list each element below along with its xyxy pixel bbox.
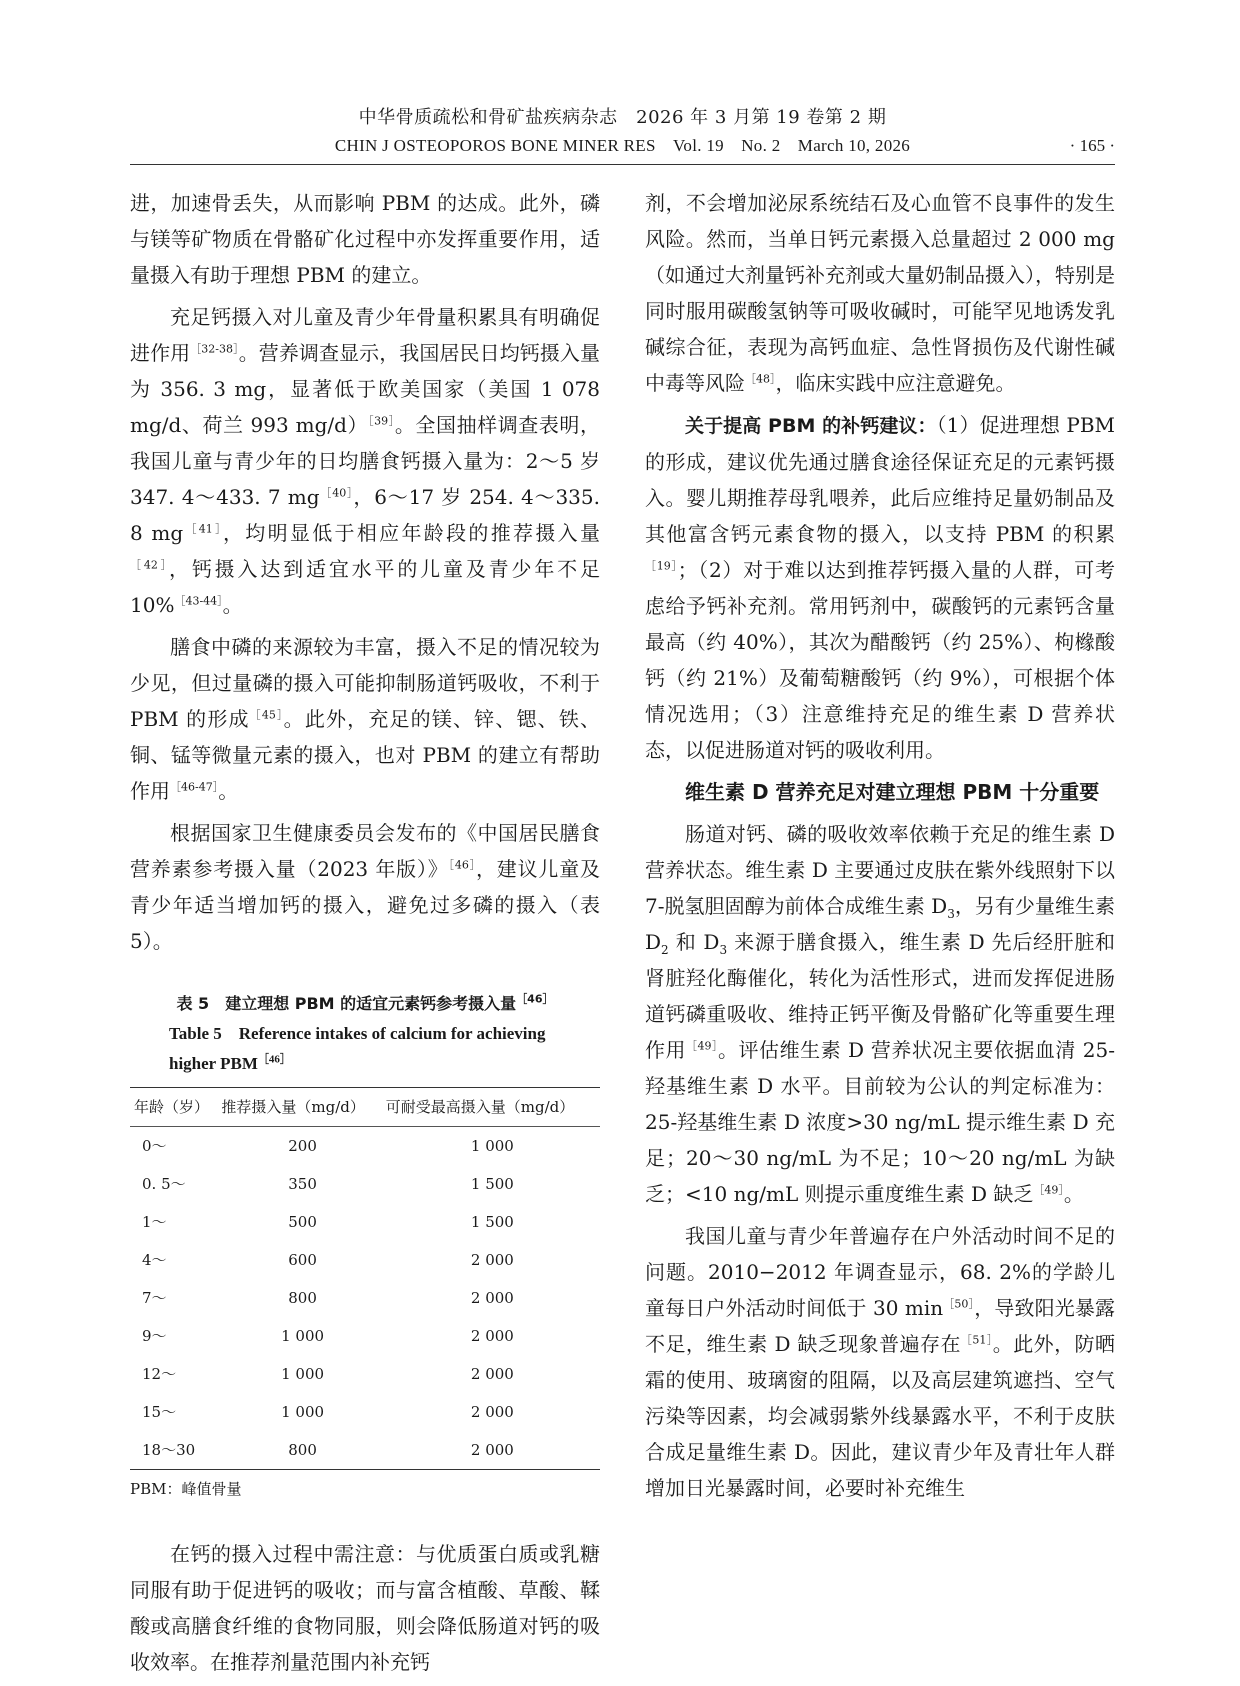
calcium-intake-table (130, 1087, 600, 1470)
table-cell: 18～30 (130, 1431, 220, 1470)
text: ，导致阳光暴露不足，维生素 D 缺乏现象普遍存在 (645, 1296, 1116, 1356)
table-cell: 9～ (142, 1327, 167, 1345)
table-cell: 2 000 (470, 1289, 514, 1307)
table-cell: 12～ (142, 1365, 177, 1383)
table-row (130, 1241, 600, 1279)
paragraph (130, 299, 600, 623)
text: 表 5 建立理想 PBM 的适宜元素钙参考摄入量 (176, 994, 517, 1013)
text: 。评估维生素 D 营养状况主要依据血清 25-羟基维生素 D 水平。目前较为公认的判定标准为：25-羟基维生素 D 浓度>30 ng/mL 提示维生素 D 充足；20～30 ng/mL 为不足；10～20 ng/mL 为缺乏；<10 ng/mL 则提示重度维生素 D 缺乏 (645, 1038, 1115, 1206)
paragraph (645, 185, 1115, 401)
citation: ［41］ (183, 522, 223, 536)
text: 。营养调查显示，我国居民日均钙摄入量为 356. 3 mg，显著低于欧美国家（美国 1 078 mg/d、荷兰 993 mg/d） (130, 341, 601, 437)
citation: ［42］ (130, 558, 169, 572)
citation: ［51］ (960, 1333, 993, 1347)
paragraph (130, 185, 600, 293)
table-footnote: PBM：峰值骨量 (130, 1480, 242, 1498)
paragraph (645, 816, 1115, 1212)
table-caption (130, 989, 600, 1079)
text: 我国儿童与青少年普遍存在户外活动时间不足的问题。2010−2012 年调查显示，68. 2%的学龄儿童每日户外活动时间低于 30 min (645, 1224, 1115, 1320)
table-cell: 1 000 (281, 1403, 325, 1421)
text: ，临床实践中应注意避免。 (775, 371, 1016, 395)
table-row (130, 1165, 600, 1203)
subscript: 2 (661, 943, 669, 957)
citation: ［19］ (645, 559, 678, 573)
table-cell: 0～ (142, 1137, 167, 1155)
text: Table 5 Reference intakes of calcium for achieving higher PBM (169, 1024, 546, 1073)
table-cell: 800 (288, 1289, 317, 1307)
citation: ［49］ (1033, 1183, 1064, 1197)
table-row (130, 1431, 600, 1470)
table-cell: 500 (288, 1213, 317, 1231)
table-cell: 1～ (142, 1213, 167, 1231)
citation: ［50］ (943, 1297, 975, 1311)
text: ，6～17 岁 254. 4～335. 8 mg (130, 485, 600, 545)
journal-header (130, 104, 1115, 160)
citation: ［39］ (368, 414, 395, 428)
paragraph (130, 629, 600, 809)
paragraph (130, 1536, 600, 1680)
table-cell: 200 (288, 1137, 317, 1155)
citation: ［43-44］ (174, 594, 223, 608)
text: 进，加速骨丢失，从而影响 PBM 的达成。此外，磷与镁等矿物质在骨骼矿化过程中亦发挥重要作用，适量摄入有助于理想 PBM 的建立。 (130, 191, 600, 287)
table-row (130, 1355, 600, 1393)
table-cell: 7～ (142, 1289, 167, 1307)
citation: ［46-47］ (170, 780, 219, 794)
table-row (130, 1279, 600, 1317)
table-header-row (130, 1088, 600, 1127)
text: 和 D (668, 930, 720, 954)
text: 。 (218, 779, 239, 803)
journal-title-cn: 中华骨质疏松和骨矿盐疾病杂志 2026 年 3 月第 19 卷第 2 期 (358, 107, 887, 128)
table-caption-en (141, 1019, 589, 1079)
column-header: 年龄（岁） (130, 1088, 220, 1127)
text: 剂，不会增加泌尿系统结石及心血管不良事件的发生风险。然而，当单日钙元素摄入总量超过 2 000 mg（如通过大剂量钙补充剂或大量奶制品摄入），特别是同时服用碳酸氢钠等可吸收碱时，可能罕见地诱发乳碱综合征，表现为高钙血症、急性肾损伤及代谢性碱中毒等风险 (645, 191, 1115, 395)
citation: ［46］ (257, 1053, 291, 1066)
text: 在钙的摄入过程中需注意：与优质蛋白质或乳糖同服有助于促进钙的吸收；而与富含植酸、草酸、鞣酸或高膳食纤维的食物同服，则会降低肠道对钙的吸收效率。在推荐剂量范围内补充钙 (130, 1542, 600, 1674)
citation: ［46］ (516, 992, 554, 1006)
text: 根据国家卫生健康委员会发布的《中国居民膳食营养素参考摄入量（2023 年版）》 (130, 821, 600, 881)
table-cell: 600 (288, 1251, 317, 1269)
table-caption-cn (130, 989, 600, 1019)
column-header: 推荐摄入量（mg/d） (220, 1088, 384, 1127)
text: ，另有少量维生素 D (645, 894, 1116, 954)
citation: ［48］ (745, 372, 776, 386)
table-cell: 2 000 (470, 1327, 514, 1345)
text: ，均明显低于相应年龄段的推荐摄入量 (222, 521, 600, 545)
citation: ［32-38］ (190, 342, 239, 356)
page-number: · 165 · (1069, 136, 1115, 155)
table-cell: 2 000 (470, 1403, 514, 1421)
citation: ［46］ (448, 858, 476, 872)
text: ，钙摄入达到适宜水平的儿童及青少年不足 10% (130, 557, 600, 617)
subscript: 3 (719, 943, 728, 957)
text: 。全国抽样调查表明，我国儿童与青少年的日均膳食钙摄入量为：2～5 岁 347. 4～433. 7 mg (130, 413, 601, 509)
table-cell: 1 000 (281, 1365, 325, 1383)
text: ；（2）对于难以达到推荐钙摄入量的人群，可考虑给予钙补充剂。常用钙剂中，碳酸钙的元素钙含量最高（约 40%），其次为醋酸钙（约 25%）、枸橼酸钙（约 21%）及葡萄糖酸钙（约 9%），可根据个体情况选用；（3）注意维持充足的维生素 D 营养状态，以促进肠道对钙的吸收利用。 (645, 558, 1115, 762)
citation: ［40］ (319, 486, 354, 500)
table-cell: 2 000 (385, 1431, 600, 1470)
table-cell: 1 000 (470, 1137, 514, 1155)
left-column (130, 185, 600, 1686)
subscript: 3 (947, 907, 955, 921)
paragraph (130, 815, 600, 959)
table-cell: 1 500 (470, 1175, 514, 1193)
header-rule (130, 164, 1115, 165)
text: 。此外，充足的镁、锌、锶、铁、铜、锰等微量元素的摄入，也对 PBM 的建立有帮助作用 (130, 707, 601, 803)
text: 来源于膳食摄入，维生素 D 先后经肝脏和肾脏羟化酶催化，转化为活性形式，进而发挥促进肠道钙磷重吸收、维持正钙平衡及骨骼矿化等重要生理作用 (645, 930, 1116, 1062)
paragraph (645, 1218, 1115, 1506)
right-column (645, 185, 1115, 1512)
paragraph (645, 407, 1115, 768)
table-cell: 2 000 (470, 1365, 514, 1383)
table-cell: 1 500 (470, 1213, 514, 1231)
table-row (130, 1317, 600, 1355)
text: ，建议儿童及青少年适当增加钙的摄入，避免过多磷的摄入（表 5）。 (130, 857, 600, 953)
citation: ［49］ (686, 1039, 719, 1053)
text: 膳食中磷的来源较为丰富，摄入不足的情况较为少见，但过量磷的摄入可能抑制肠道钙吸收，不利于 PBM 的形成 (130, 635, 600, 731)
table-cell: 350 (288, 1175, 317, 1193)
column-header: 可耐受最高摄入量（mg/d） (385, 1088, 600, 1127)
text: （1）促进理想 PBM 的形成，建议优先通过膳食途径保证充足的元素钙摄入。婴儿期推荐母乳喂养，此后应维持足量奶制品及其他富含钙元素食物的摄入，以支持 PBM 的积累 (645, 413, 1116, 546)
text: 充足钙摄入对儿童及青少年骨量积累具有明确促进作用 (130, 305, 600, 365)
text: 。 (1063, 1182, 1084, 1206)
bold-lead: 关于提高 PBM 的补钙建议： (685, 415, 937, 437)
section-heading: 维生素 D 营养充足对建立理想 PBM 十分重要 (685, 780, 1100, 804)
table-row (130, 1203, 600, 1241)
table-cell: 4～ (142, 1251, 167, 1269)
journal-title-en: CHIN J OSTEOPOROS BONE MINER RES Vol. 19 No. 2 March 10, 2026 (334, 136, 911, 155)
table-row (130, 1393, 600, 1431)
table-cell: 800 (220, 1431, 384, 1470)
table-cell: 0. 5～ (142, 1175, 186, 1193)
table-cell: 15～ (142, 1403, 177, 1421)
citation: ［45］ (249, 708, 284, 722)
text: 。 (222, 593, 243, 617)
table-row (130, 1127, 600, 1166)
text: 。此外，防晒霜的使用、玻璃窗的阻隔，以及高层建筑遮挡、空气污染等因素，均会减弱紫外线暴露水平，不利于皮肤合成足量维生素 D。因此，建议青少年及青壮年人群增加日光暴露时间，必要时补充维生 (645, 1332, 1116, 1500)
text: 肠道对钙、磷的吸收效率依赖于充足的维生素 D 营养状态。维生素 D 主要通过皮肤在紫外线照射下以 7-脱氢胆固醇为前体合成维生素 D (645, 822, 1115, 918)
table-cell: 1 000 (281, 1327, 325, 1345)
table-cell: 2 000 (470, 1251, 514, 1269)
